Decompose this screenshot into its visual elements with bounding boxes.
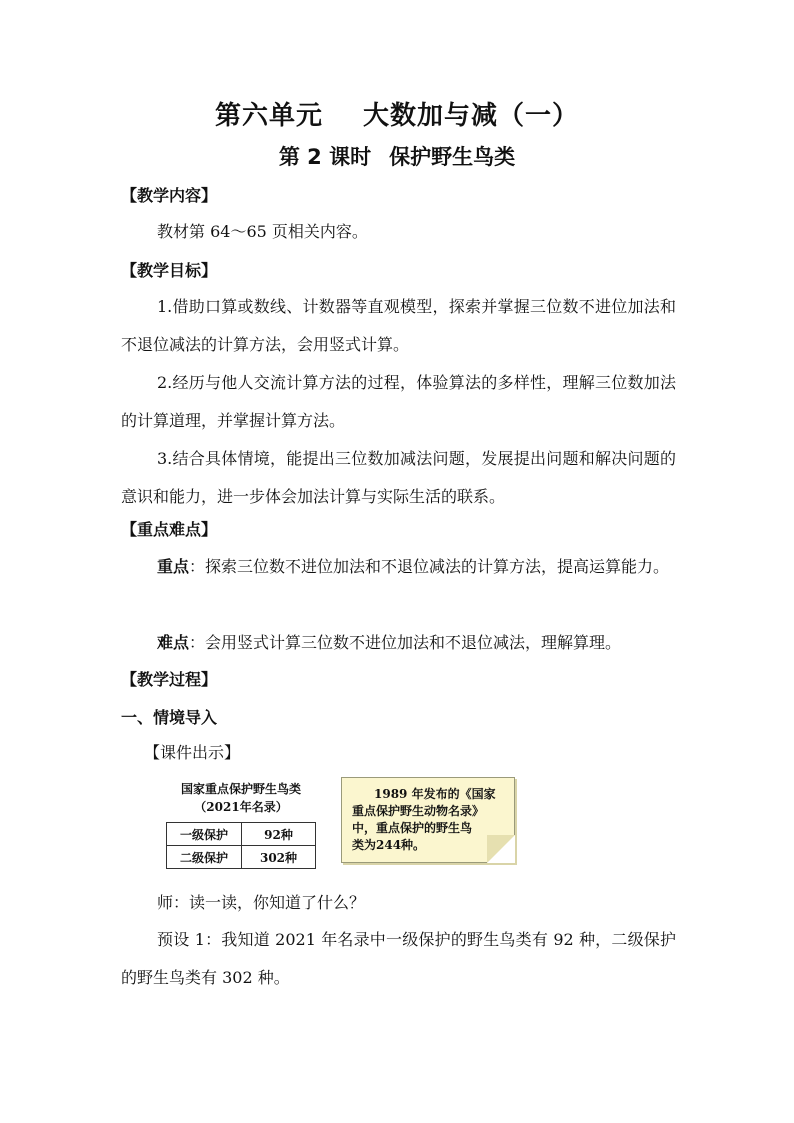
difficult-text: ：会用竖式计算三位数不进位加法和不退位减法，理解算理。 — [189, 633, 622, 652]
table-caption-2: （2021年名录） — [194, 800, 288, 814]
key-heading: 【重点难点】 — [121, 520, 218, 539]
lesson-label: 第 2 课时 — [278, 145, 372, 169]
protected-birds-table — [166, 780, 316, 869]
lesson-title — [0, 142, 794, 172]
note-line: 中，重点保护的野生鸟 — [352, 821, 473, 835]
table-cell-count: 92种 — [242, 823, 316, 846]
table-cell-count: 302种 — [242, 846, 316, 869]
unit-name: 大数加与减（一） — [363, 101, 580, 131]
note-line: 重点保护野生动物名录》 — [352, 804, 485, 818]
unit-label: 第六单元 — [214, 101, 323, 131]
table-cell-level: 一级保护 — [167, 823, 242, 846]
note-folded-corner — [487, 835, 515, 863]
note-line — [352, 786, 506, 803]
process-heading: 【教学过程】 — [121, 670, 218, 689]
difficult-point — [121, 624, 676, 662]
key-point — [121, 548, 676, 586]
content-text: 教材第 64～65 页相关内容。 — [157, 222, 368, 241]
part-1-heading: 一、情境导入 — [121, 708, 218, 727]
goal-3: 3.结合具体情境，能提出三位数加减法问题，发展提出问题和解决问题的意识和能力，进一步体会加法计算与实际生活的联系。 — [121, 449, 676, 506]
teacher-line: 师：读一读，你知道了什么？ — [157, 893, 366, 912]
content-heading: 【教学内容】 — [121, 186, 218, 205]
table-row — [167, 823, 316, 846]
courseware-label: 【课件出示】 — [144, 743, 241, 762]
lesson-name: 保护野生鸟类 — [389, 145, 516, 169]
goal-1: 1.借助口算或数线、计数器等直观模型，探索并掌握三位数不进位加法和不退位减法的计算方法，会用竖式计算。 — [121, 297, 676, 354]
key-text: ：探索三位数不进位加法和不退位减法的计算方法，提高运算能力。 — [189, 557, 670, 576]
table-cell-level: 二级保护 — [167, 846, 242, 869]
goals-heading: 【教学目标】 — [121, 261, 218, 280]
table — [166, 822, 316, 869]
table-row — [167, 846, 316, 869]
difficult-label: 难点 — [157, 633, 190, 652]
key-label: 重点 — [157, 557, 190, 576]
unit-title — [0, 98, 794, 134]
note-line: 类为244种。 — [352, 838, 426, 852]
sticky-note — [341, 777, 515, 863]
goal-2: 2.经历与他人交流计算方法的过程，体验算法的多样性，理解三位数加法的计算道理，并掌握计算方法。 — [121, 373, 676, 430]
preset-1: 预设 1：我知道 2021 年名录中一级保护的野生鸟类有 92 种，二级保护的野生鸟类有 302 种。 — [121, 930, 676, 987]
note-text: 1989 年发布的《国家 — [374, 787, 496, 801]
table-caption-1: 国家重点保护野生鸟类 — [180, 782, 301, 796]
